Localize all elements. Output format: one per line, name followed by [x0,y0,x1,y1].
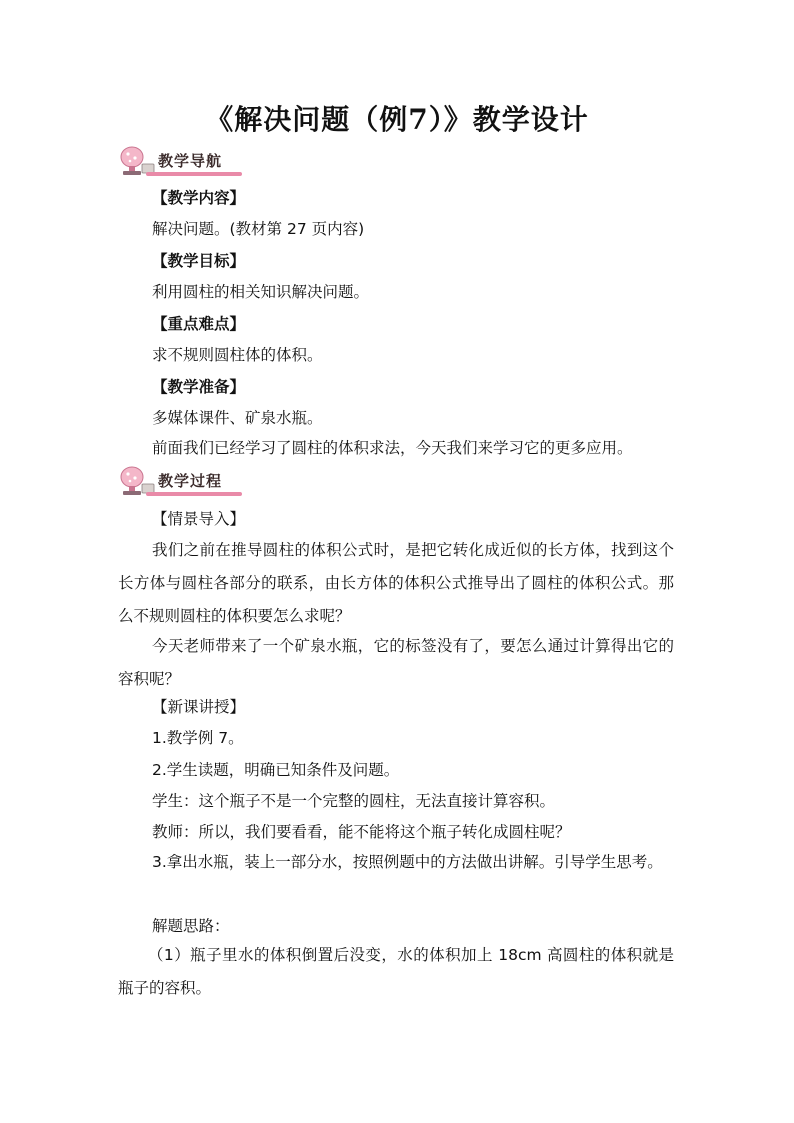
paragraph-step-3: 3.拿出水瓶，装上一部分水，按照例题中的方法做出讲解。引导学生思考。 [152,853,663,871]
page-title: 《解决问题（例7）》教学设计 [205,103,589,136]
section-header-process [116,464,246,498]
heading-intro: 【情景导入】 [152,510,246,528]
section-title-process: 教学过程 [158,472,223,490]
text-key: 求不规则圆柱体的体积。 [152,346,323,364]
heading-new-lesson: 【新课讲授】 [152,698,246,716]
heading-content: 【教学内容】 [152,189,246,207]
text-content: 解决问题。(教材第 27 页内容) [152,220,365,238]
text-step-1: 1.教学例 7。 [152,729,244,747]
text-student: 学生：这个瓶子不是一个完整的圆柱，无法直接计算容积。 [152,792,556,810]
section-underline [146,492,242,496]
section-header-nav [116,144,246,178]
section-underline [146,172,242,176]
paragraph-intro-2: 今天老师带来了一个矿泉水瓶，它的标签没有了，要怎么通过计算得出它的容积呢？ [118,637,674,688]
text-prep: 多媒体课件、矿泉水瓶。 [152,409,323,427]
heading-goal: 【教学目标】 [152,252,246,270]
text-teacher: 教师：所以，我们要看看，能不能将这个瓶子转化成圆柱呢？ [152,823,571,841]
text-idea: 解题思路： [152,917,230,935]
text-step-2: 2.学生读题，明确已知条件及问题。 [152,761,400,779]
paragraph-idea-1: （1）瓶子里水的体积倒置后没变，水的体积加上 18cm 高圆柱的体积就是瓶子的容积。 [118,946,674,997]
text-goal: 利用圆柱的相关知识解决问题。 [152,283,370,301]
text-pre-talk: 前面我们已经学习了圆柱的体积求法，今天我们来学习它的更多应用。 [152,439,633,457]
heading-key: 【重点难点】 [152,315,246,333]
paragraph-intro-1: 我们之前在推导圆柱的体积公式时，是把它转化成近似的长方体，找到这个长方体与圆柱各部分的联系，由长方体的体积公式推导出了圆柱的体积公式。那么不规则圆柱的体积要怎么求呢？ [118,541,674,625]
heading-prep: 【教学准备】 [152,378,246,396]
section-title-nav: 教学导航 [158,152,223,170]
